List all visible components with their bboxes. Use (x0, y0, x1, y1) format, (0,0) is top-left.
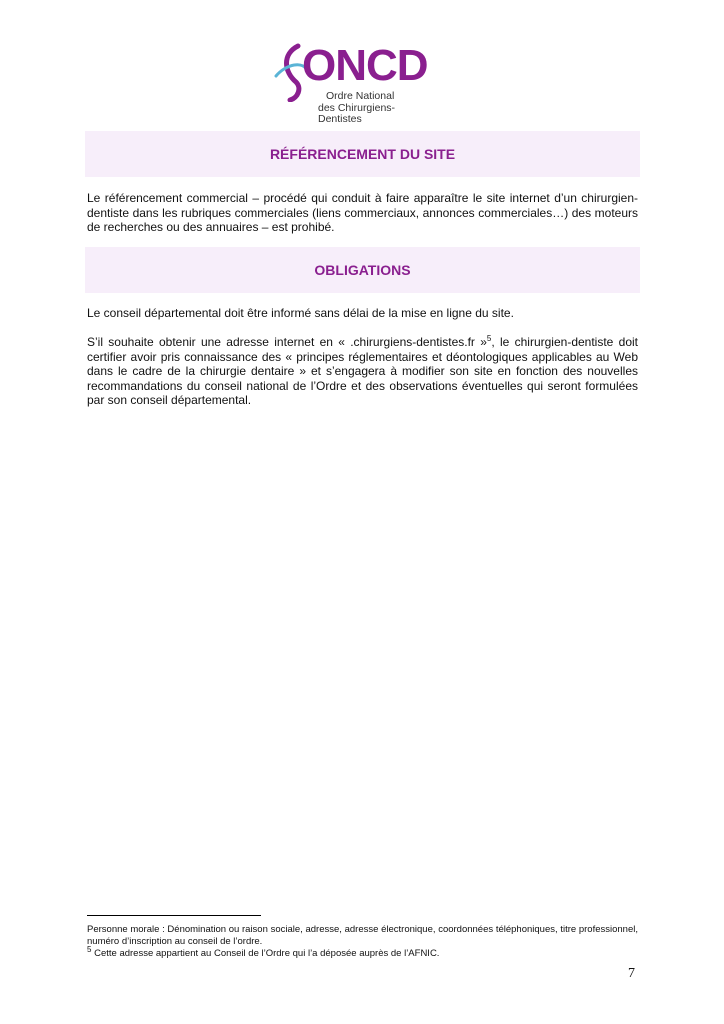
footnote-5 (87, 944, 638, 960)
paragraph-obligations-1: Le conseil départemental doit être informé sans délai de la mise en ligne du site. (87, 306, 514, 320)
footnote-5-text: Cette adresse appartient au Conseil de l’Ordre qui l’a déposée auprès de l’AFNIC. (91, 948, 440, 959)
logo-subtitle-line2: des Chirurgiens-Dentistes (318, 102, 396, 125)
page-number: 7 (628, 966, 635, 981)
paragraph-referencement: Le référencement commercial – procédé qui conduit à faire apparaître le site internet d’un chirurgien-dentiste dans les rubriques commerciales (liens commerciaux, annonces commerciales…) des moteurs de recherches ou des annuaires – est prohibé. (87, 191, 638, 234)
footnote-separator (87, 915, 261, 916)
paragraph-text-before: S’il souhaite obtenir une adresse internet en « .chirurgiens-dentistes.fr » (87, 335, 487, 349)
footnote-reference: 5 (486, 334, 492, 343)
logo-subtitle-line1: Ordre National (326, 90, 395, 102)
paragraph-obligations-2 (87, 335, 638, 408)
logo-wordmark: ONCD (302, 41, 428, 90)
oncd-logo (274, 41, 428, 125)
paragraph-text-after: , le chirurgien-dentiste doit certifier avoir pris connaissance des « principes réglementaires et déontologiques applicables au Web dans le cadre de la chirurgie dentaire » et s’engagera à modifier son site en fonction des nouvelles recommandations du conseil national de l’Ordre et des observations éventuelles qui seront formulées par son conseil départemental. (87, 335, 638, 407)
section-heading-obligations: OBLIGATIONS (85, 247, 640, 293)
footnote-personne-morale: Personne morale : Dénomination ou raison sociale, adresse, adresse électronique, coordonnées téléphoniques, titre professionnel, numéro d’inscription au conseil de l’ordre. (87, 924, 638, 947)
section-heading-referencement: RÉFÉRENCEMENT DU SITE (85, 131, 640, 177)
footnote-5-mark: 5 (87, 944, 92, 954)
